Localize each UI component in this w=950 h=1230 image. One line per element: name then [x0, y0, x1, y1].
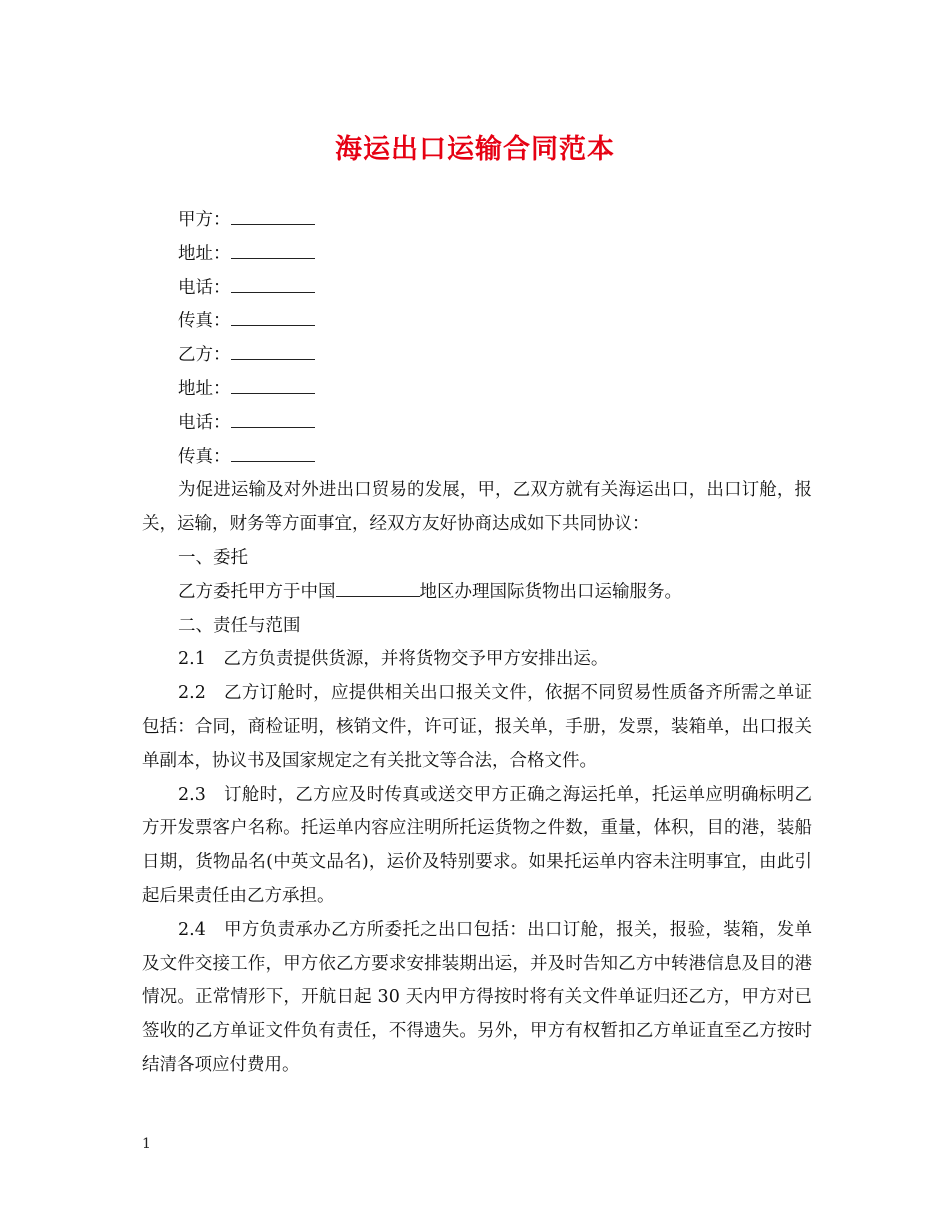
fill-in-blank [231, 206, 315, 225]
field-label: 地址： [178, 378, 231, 399]
document-title: 海运出口运输合同范本 [335, 134, 615, 165]
section-1-text-after: 地区办理国际货物出口运输服务。 [419, 581, 682, 602]
party-b-phone-field [142, 407, 812, 441]
fill-in-blank [231, 307, 315, 326]
field-label: 甲方： [178, 210, 231, 230]
field-label: 地址： [178, 243, 231, 264]
section-1-heading: 一、委托 [178, 547, 248, 568]
region-blank [336, 578, 420, 597]
fill-in-blank [231, 443, 315, 462]
clause-2-2: 2.2 乙方订舱时，应提供相关出口报关文件，依据不同贸易性质备齐所需之单证包括：合同，商检证明，核销文件，许可证，报关单，手册，发票，装箱单，出口报关单副本，协议书及国家规定之有关批文等合法，合格文件。 [142, 683, 812, 771]
fill-in-blank [231, 375, 315, 394]
clause-2-3: 2.3 订舱时，乙方应及时传真或送交甲方正确之海运托单，托运单应明确标明乙方开发票客户名称。托运单内容应注明所托运货物之件数，重量，体积，目的港，装船日期，货物品名(中英文品名)，运价及特别要求。如果托运单内容未注明事宜，由此引起后果责任由乙方承担。 [142, 784, 812, 906]
section-2-heading: 二、责任与范围 [178, 615, 301, 636]
party-a-fax-field [142, 305, 812, 339]
document-body [142, 204, 812, 1083]
section-1-paragraph [142, 576, 812, 610]
field-label: 电话： [178, 277, 231, 298]
field-label: 电话： [178, 412, 231, 433]
party-b-fax-field [142, 441, 812, 475]
field-label: 乙方： [178, 345, 231, 366]
clause-2-4: 2.4 甲方负责承办乙方所委托之出口包括：出口订舱，报关，报验，装箱，发单及文件交接工作，甲方依乙方要求安排装期出运，并及时告知乙方中转港信息及目的港情况。正常情形下，开航日起 30 天内甲方得按时将有关文件单证归还乙方，甲方对已签收的乙方单证文件负有责任，不得遗失。另外，甲方有权暂扣乙方单证直至乙方按时结清各项应付费用。 [142, 919, 812, 1075]
field-label: 传真： [178, 446, 231, 467]
party-b-address-field [142, 373, 812, 407]
clause-2-1: 2.1 乙方负责提供货源，并将货物交予甲方安排出运。 [178, 649, 609, 670]
field-label: 传真： [178, 311, 231, 332]
section-1-text-before: 乙方委托甲方于中国 [178, 581, 336, 602]
fill-in-blank [231, 341, 315, 360]
party-b-field [142, 339, 812, 373]
party-a-field [142, 204, 812, 238]
fill-in-blank [231, 274, 315, 293]
party-a-address-field [142, 238, 812, 272]
page-number: 1 [142, 1136, 151, 1152]
party-a-phone-field [142, 272, 812, 306]
fill-in-blank [231, 240, 315, 259]
fill-in-blank [231, 409, 315, 428]
intro-paragraph: 为促进运输及对外进出口贸易的发展，甲，乙双方就有关海运出口，出口订舱，报关，运输，财务等方面事宜，经双方友好协商达成如下共同协议： [142, 480, 812, 535]
